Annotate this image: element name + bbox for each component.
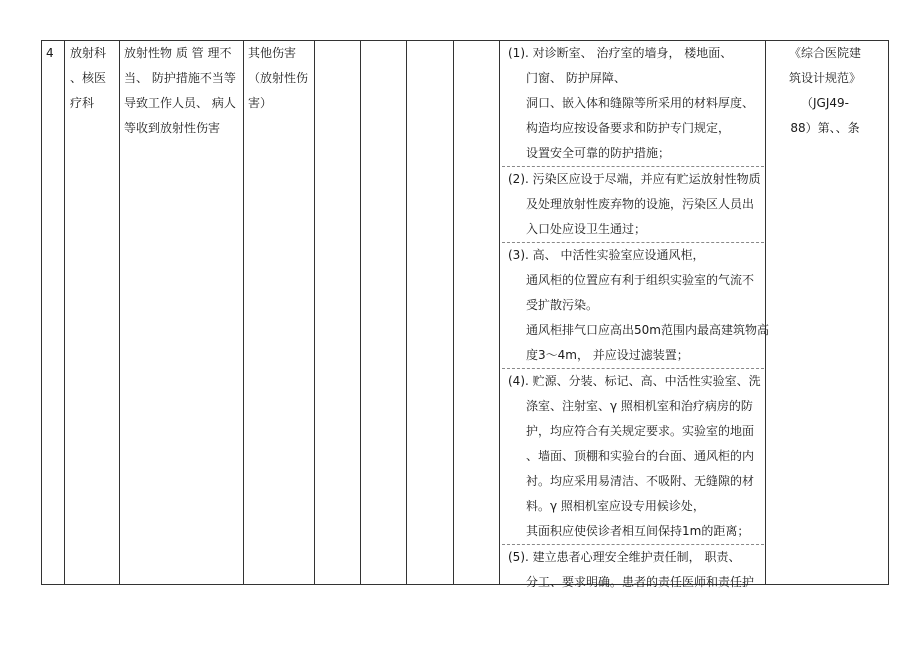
measure-line: 护，均应符合有关规定要求。实验室的地面 [526, 424, 755, 438]
row-number-cell [46, 41, 66, 66]
measure-line: 设置安全可靠的防护措施； [526, 146, 671, 160]
measure-line: (4). 贮源、分装、标记、高、中活性实验室、洗 [508, 374, 761, 388]
reference-cell [770, 41, 880, 141]
measure-line: 受扩散污染。 [526, 298, 599, 312]
measure-line: 洞口、嵌入体和缝隙等所采用的材料厚度、 [526, 96, 755, 110]
measures-cell [502, 41, 769, 595]
hazard-source-cell [124, 41, 242, 141]
hazard-type-line: （放射性伤 [248, 71, 309, 85]
reference-line: 《综合医院建 [788, 46, 861, 60]
reference-line: （JGJ49- [801, 96, 849, 110]
measure-line: 及处理放射性废弃物的设施，污染区人员出 [526, 197, 755, 211]
department-line: 放射科 [70, 46, 107, 60]
column-divider [314, 41, 315, 584]
column-divider [765, 41, 766, 584]
department-cell [70, 41, 120, 116]
measure-line: 衬。均应采用易清洁、不吸附、无缝隙的材 [526, 474, 755, 488]
measure-line: 度3～4m， 并应设过滤装置； [526, 348, 689, 362]
measure-line: (1). 对诊断室、 治疗室的墙身， 楼地面、 [508, 46, 733, 60]
hazard-table [41, 40, 889, 589]
column-divider [119, 41, 120, 584]
measure-line: 通风柜排气口应高出50m范围内最高建筑物高 [526, 323, 769, 337]
hazard-type-cell [248, 41, 316, 116]
column-divider [499, 41, 500, 584]
measure-line: 通风柜的位置应有利于组织实验室的气流不 [526, 273, 755, 287]
hazard-source-line: 等收到放射性伤害 [124, 121, 221, 135]
hazard-source-line: 放射性物 质 管 理不 [124, 46, 232, 60]
hazard-source-line: 导致工作人员、 病人 [124, 96, 236, 110]
measure-line: 其面积应使侯诊者相互间保持1m的距离； [526, 524, 750, 538]
measure-item-2 [502, 166, 764, 242]
measure-item-5 [502, 544, 764, 595]
hazard-type-line: 其他伤害 [248, 46, 297, 60]
measure-line: 料。γ 照相机室应设专用候诊处， [526, 499, 705, 513]
measure-line: (2). 污染区应设于尽端，并应有贮运放射性物质 [508, 172, 761, 186]
column-divider [243, 41, 244, 584]
hazard-source-line: 当、 防护措施不当等 [124, 71, 236, 85]
department-line: 、核医 [70, 71, 107, 85]
department-line: 疗科 [70, 96, 95, 110]
measure-line: (5). 建立患者心理安全维护责任制， 职责、 [508, 550, 741, 564]
column-divider [64, 41, 65, 584]
reference-line: 88）第、、条 [790, 121, 860, 135]
measure-line: 、墙面、顶棚和实验台的台面、通风柜的内 [526, 449, 755, 463]
measure-item-3 [502, 242, 769, 368]
measure-line: 分工、要求明确。患者的责任医师和责任护 [526, 575, 755, 589]
measure-line: 涤室、注射室、γ 照相机室和治疗病房的防 [526, 399, 753, 413]
reference-line: 筑设计规范》 [788, 71, 861, 85]
measure-line: (3). 高、 中活性实验室应设通风柜， [508, 248, 705, 262]
measure-item-4 [502, 368, 764, 544]
row-number: 4 [46, 46, 54, 60]
measure-line: 门窗、 防护屏障、 [526, 71, 626, 85]
measure-line: 构造均应按设备要求和防护专门规定， [526, 121, 731, 135]
column-divider [406, 41, 407, 584]
measure-line: 入口处应设卫生通过； [526, 222, 647, 236]
hazard-type-line: 害） [248, 96, 273, 110]
measure-item-1 [502, 41, 764, 166]
column-divider [360, 41, 361, 584]
column-divider [453, 41, 454, 584]
